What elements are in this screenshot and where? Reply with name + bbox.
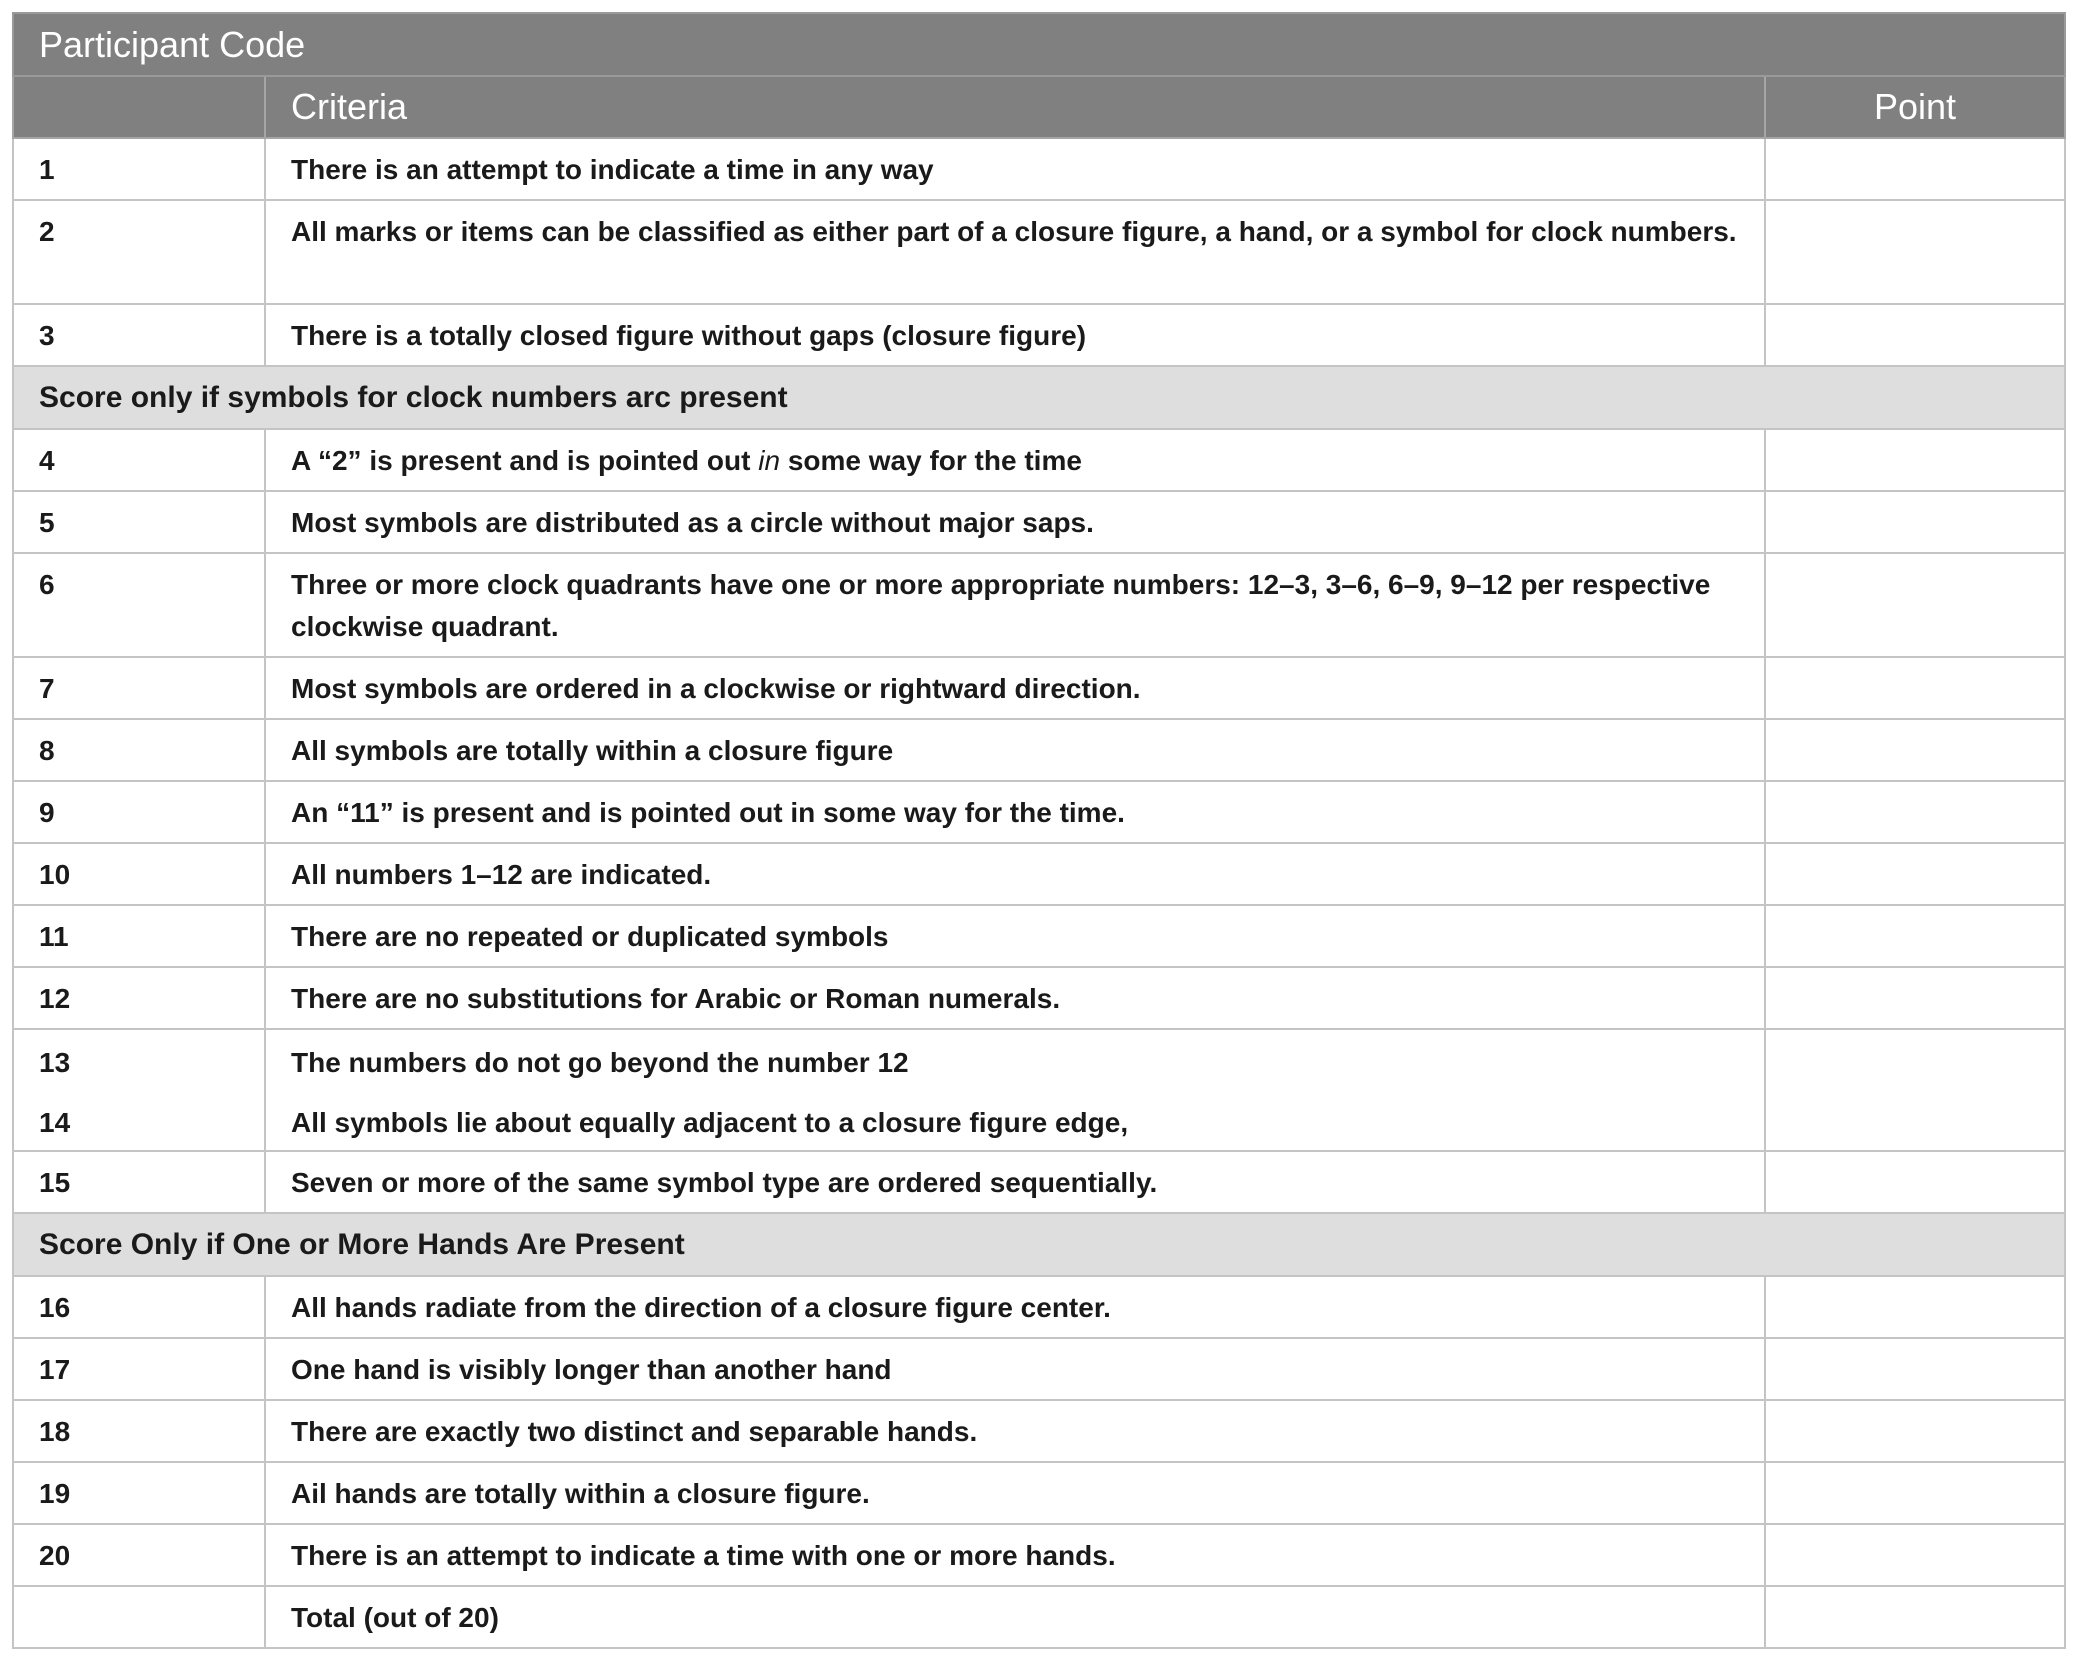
row-point-cell[interactable] — [1765, 1400, 2065, 1462]
row-number: 11 — [13, 905, 265, 967]
scoring-table-container — [12, 12, 2064, 1649]
table-row — [13, 781, 2065, 843]
table-row — [13, 967, 2065, 1029]
row-number-14: 14 — [39, 1107, 71, 1138]
row-number — [13, 1029, 265, 1151]
table-row — [13, 1276, 2065, 1338]
row-criteria: There is an attempt to indicate a time with one or more hands. — [265, 1524, 1765, 1586]
row-criteria: There are no repeated or duplicated symbols — [265, 905, 1765, 967]
row-criteria: Seven or more of the same symbol type are ordered sequentially. — [265, 1151, 1765, 1213]
table-row — [13, 657, 2065, 719]
header-number — [13, 76, 265, 138]
row-criteria: Most symbols are ordered in a clockwise or rightward direction. — [265, 657, 1765, 719]
row-criteria: All numbers 1–12 are indicated. — [265, 843, 1765, 905]
row-point-cell[interactable] — [1765, 304, 2065, 366]
row-point-cell[interactable] — [1765, 1276, 2065, 1338]
table-row — [13, 1524, 2065, 1586]
row-point-cell[interactable] — [1765, 843, 2065, 905]
section-heading-hands: Score Only if One or More Hands Are Present — [13, 1213, 2065, 1276]
row-criteria: All marks or items can be classified as either part of a closure figure, a hand, or a symbol for clock numbers. — [265, 200, 1765, 304]
scoring-table — [12, 12, 2066, 1649]
table-row — [13, 905, 2065, 967]
total-point-cell[interactable] — [1765, 1586, 2065, 1648]
section-row — [13, 366, 2065, 429]
header-row — [13, 76, 2065, 138]
table-row — [13, 1400, 2065, 1462]
table-row — [13, 429, 2065, 491]
row-point-cell[interactable] — [1765, 719, 2065, 781]
title-row — [13, 13, 2065, 76]
total-row — [13, 1586, 2065, 1648]
table-row-combined — [13, 1029, 2065, 1151]
table-row — [13, 553, 2065, 657]
header-point: Point — [1765, 76, 2065, 138]
row-number: 6 — [13, 553, 265, 657]
row-criteria — [265, 1029, 1765, 1151]
row-number: 18 — [13, 1400, 265, 1462]
row-point-cell[interactable] — [1765, 781, 2065, 843]
participant-code-title: Participant Code — [13, 13, 2065, 76]
row-number: 15 — [13, 1151, 265, 1213]
row-number: 12 — [13, 967, 265, 1029]
row-number: 2 — [13, 200, 265, 304]
row-criteria: There is an attempt to indicate a time in any way — [265, 138, 1765, 200]
table-row — [13, 1151, 2065, 1213]
criteria-text-emphasis: in — [758, 445, 781, 476]
section-heading-symbols: Score only if symbols for clock numbers arc present — [13, 366, 2065, 429]
row-criteria: There are exactly two distinct and separable hands. — [265, 1400, 1765, 1462]
row-number: 20 — [13, 1524, 265, 1586]
criteria-text-after: some way for the time — [780, 445, 1082, 476]
row-point-cell[interactable] — [1765, 138, 2065, 200]
row-point-cell[interactable] — [1765, 1524, 2065, 1586]
total-number-cell — [13, 1586, 265, 1648]
header-criteria: Criteria — [265, 76, 1765, 138]
table-row — [13, 1462, 2065, 1524]
row-criteria: Three or more clock quadrants have one or more appropriate numbers: 12–3, 3–6, 6–9, 9–12 per respective clockwise quadrant. — [265, 553, 1765, 657]
table-row — [13, 843, 2065, 905]
row-number: 4 — [13, 429, 265, 491]
criteria-14: All symbols lie about equally adjacent to a closure figure edge, — [291, 1107, 1129, 1138]
row-number: 8 — [13, 719, 265, 781]
table-row — [13, 138, 2065, 200]
table-row — [13, 200, 2065, 304]
row-point-cell[interactable] — [1765, 1151, 2065, 1213]
section-row — [13, 1213, 2065, 1276]
row-number: 3 — [13, 304, 265, 366]
row-criteria: All hands radiate from the direction of a closure figure center. — [265, 1276, 1765, 1338]
row-number: 10 — [13, 843, 265, 905]
criteria-13: The numbers do not go beyond the number 12 — [291, 1047, 909, 1078]
table-row — [13, 1338, 2065, 1400]
row-number: 16 — [13, 1276, 265, 1338]
row-point-cell[interactable] — [1765, 905, 2065, 967]
row-point-cell[interactable] — [1765, 1029, 2065, 1151]
row-point-cell[interactable] — [1765, 429, 2065, 491]
table-row — [13, 719, 2065, 781]
row-point-cell[interactable] — [1765, 553, 2065, 657]
row-number: 5 — [13, 491, 265, 553]
row-criteria: Ail hands are totally within a closure figure. — [265, 1462, 1765, 1524]
table-row — [13, 491, 2065, 553]
row-number: 9 — [13, 781, 265, 843]
row-number: 19 — [13, 1462, 265, 1524]
row-criteria — [265, 429, 1765, 491]
row-point-cell[interactable] — [1765, 657, 2065, 719]
row-criteria: There are no substitutions for Arabic or Roman numerals. — [265, 967, 1765, 1029]
row-number: 7 — [13, 657, 265, 719]
row-criteria: All symbols are totally within a closure figure — [265, 719, 1765, 781]
row-criteria: One hand is visibly longer than another hand — [265, 1338, 1765, 1400]
row-point-cell[interactable] — [1765, 200, 2065, 304]
row-criteria: There is a totally closed figure without gaps (closure figure) — [265, 304, 1765, 366]
row-criteria: Most symbols are distributed as a circle without major saps. — [265, 491, 1765, 553]
row-number: 17 — [13, 1338, 265, 1400]
row-point-cell[interactable] — [1765, 1338, 2065, 1400]
row-point-cell[interactable] — [1765, 491, 2065, 553]
row-number-13: 13 — [39, 1047, 71, 1078]
criteria-text-before: A “2” is present and is pointed out — [291, 445, 759, 476]
row-criteria: An “11” is present and is pointed out in some way for the time. — [265, 781, 1765, 843]
table-row — [13, 304, 2065, 366]
total-label: Total (out of 20) — [265, 1586, 1765, 1648]
row-point-cell[interactable] — [1765, 967, 2065, 1029]
row-number: 1 — [13, 138, 265, 200]
row-point-cell[interactable] — [1765, 1462, 2065, 1524]
